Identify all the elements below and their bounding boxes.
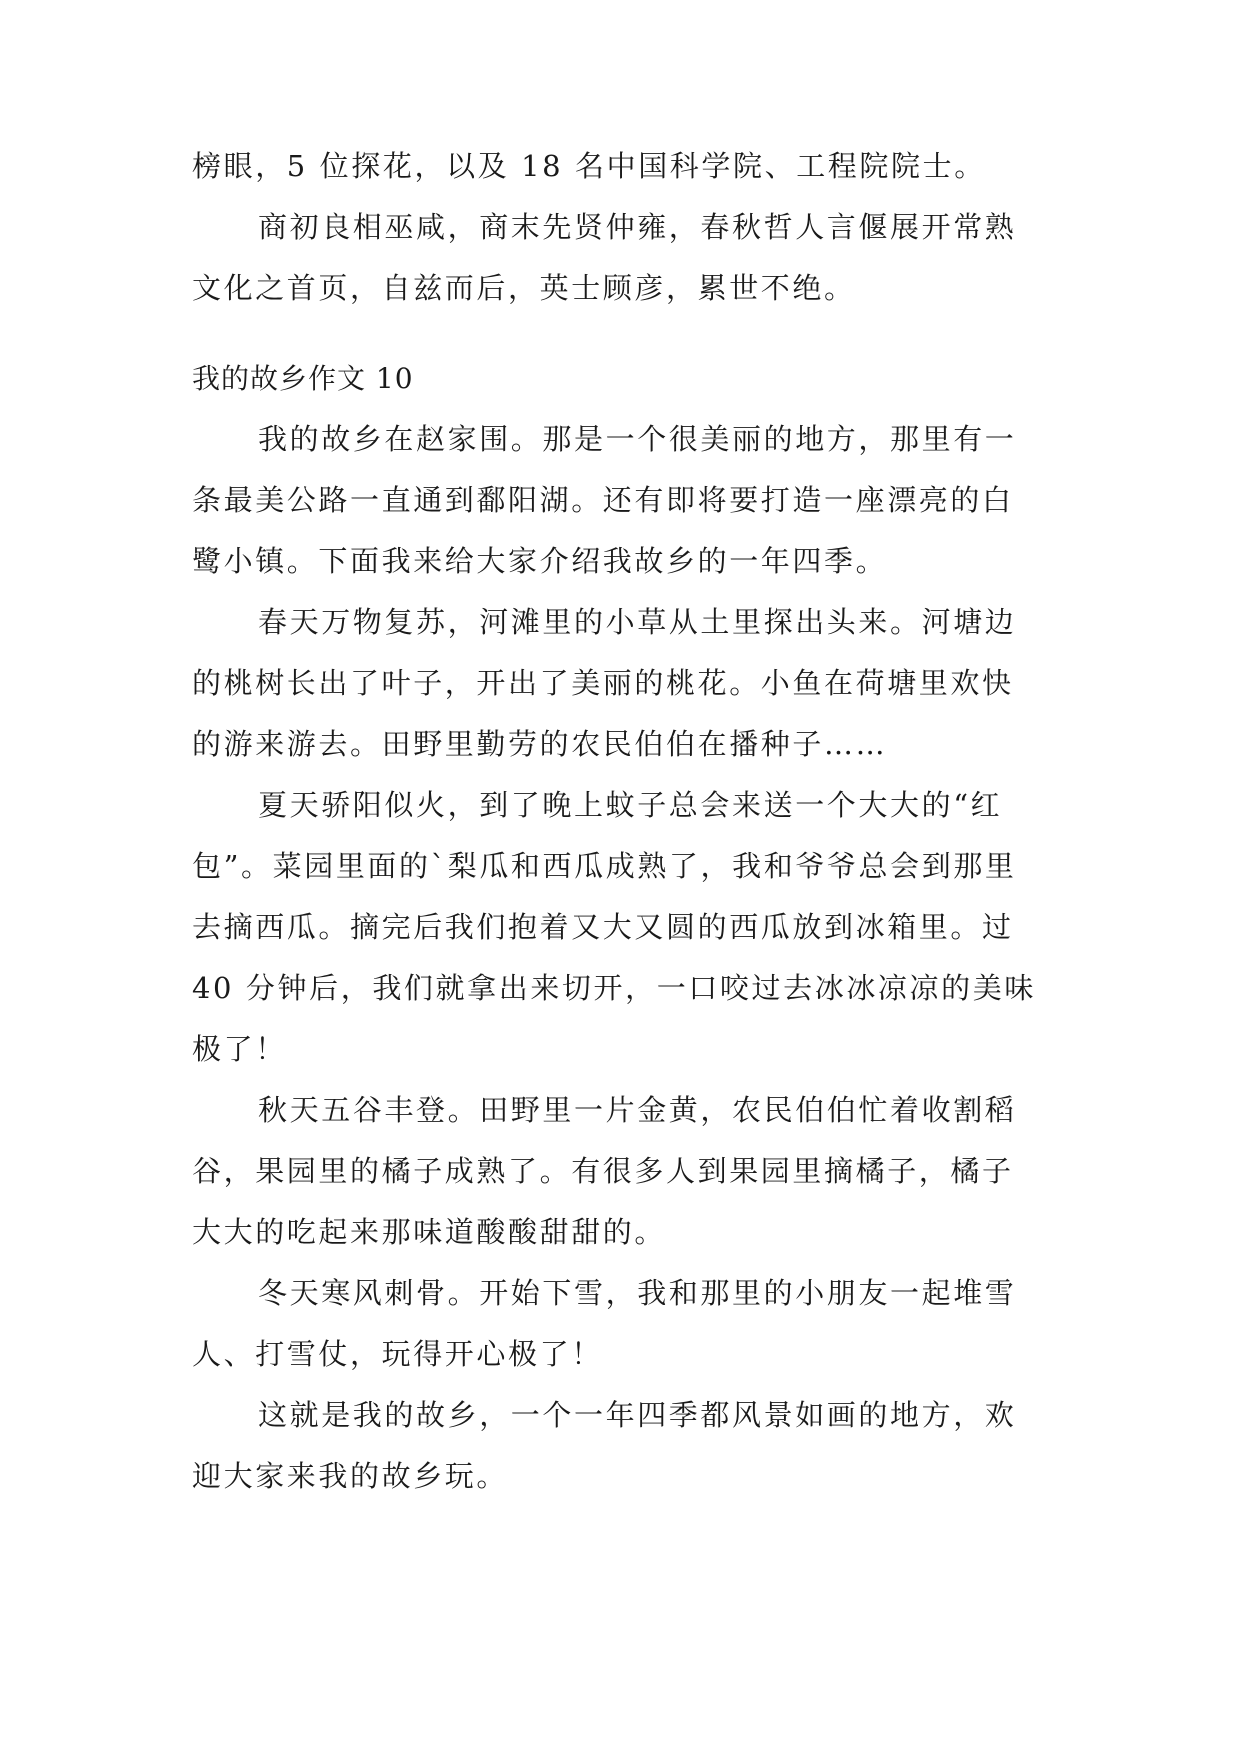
text-line: 文化之首页，自兹而后，英士顾彦，累世不绝。 <box>192 271 856 305</box>
text-line: 大大的吃起来那味道酸酸甜甜的。 <box>192 1215 667 1249</box>
text-line: 这就是我的故乡，一个一年四季都风景如画的地方，欢 <box>258 1398 1017 1432</box>
text-line: 春天万物复苏，河滩里的小草从土里探出头来。河塘边 <box>258 605 1017 639</box>
essay-heading: 我的故乡作文 10 <box>192 362 414 395</box>
paragraph <box>192 409 1054 592</box>
text-line: 人、打雪仗，玩得开心极了！ <box>192 1337 603 1371</box>
text-line: 的游来游去。田野里勤劳的农民伯伯在播种子…… <box>192 727 888 761</box>
text-line: 我的故乡在赵家围。那是一个很美丽的地方，那里有一 <box>258 422 1017 456</box>
text-line: 秋天五谷丰登。田野里一片金黄，农民伯伯忙着收割稻 <box>258 1093 1017 1127</box>
text-line: 包”。菜园里面的`梨瓜和西瓜成熟了，我和爷爷总会到那里 <box>192 849 1017 883</box>
text-line: 夏天骄阳似火，到了晚上蚊子总会来送一个大大的“红 <box>258 788 1003 822</box>
essay-heading-block <box>192 348 1054 409</box>
paragraph <box>192 1080 1054 1263</box>
text-line: 谷，果园里的橘子成熟了。有很多人到果园里摘橘子，橘子 <box>192 1154 1014 1188</box>
text-line: 商初良相巫咸，商末先贤仲雍，春秋哲人言偃展开常熟 <box>258 210 1017 244</box>
text-line: 40 分钟后，我们就拿出来切开，一口咬过去冰冰凉凉的美味 <box>192 971 1036 1005</box>
text-line: 冬天寒风刺骨。开始下雪，我和那里的小朋友一起堆雪 <box>258 1276 1017 1310</box>
text-line: 迎大家来我的故乡玩。 <box>192 1459 509 1493</box>
paragraph <box>192 1385 1054 1507</box>
text-line: 的桃树长出了叶子，开出了美丽的桃花。小鱼在荷塘里欢快 <box>192 666 1014 700</box>
paragraph <box>192 592 1054 775</box>
paragraph <box>192 136 1054 197</box>
text-line: 条最美公路一直通到鄱阳湖。还有即将要打造一座漂亮的白 <box>192 483 1014 517</box>
text-line: 去摘西瓜。摘完后我们抱着又大又圆的西瓜放到冰箱里。过 <box>192 910 1014 944</box>
paragraph <box>192 775 1054 1080</box>
essay-body <box>192 409 1054 1507</box>
text-line: 榜眼，5 位探花，以及 18 名中国科学院、工程院院士。 <box>192 149 986 183</box>
text-line: 极了！ <box>192 1032 287 1066</box>
intro-section <box>192 136 1054 319</box>
text-line: 鹭小镇。下面我来给大家介绍我故乡的一年四季。 <box>192 544 888 578</box>
paragraph <box>192 1263 1054 1385</box>
paragraph <box>192 197 1054 319</box>
